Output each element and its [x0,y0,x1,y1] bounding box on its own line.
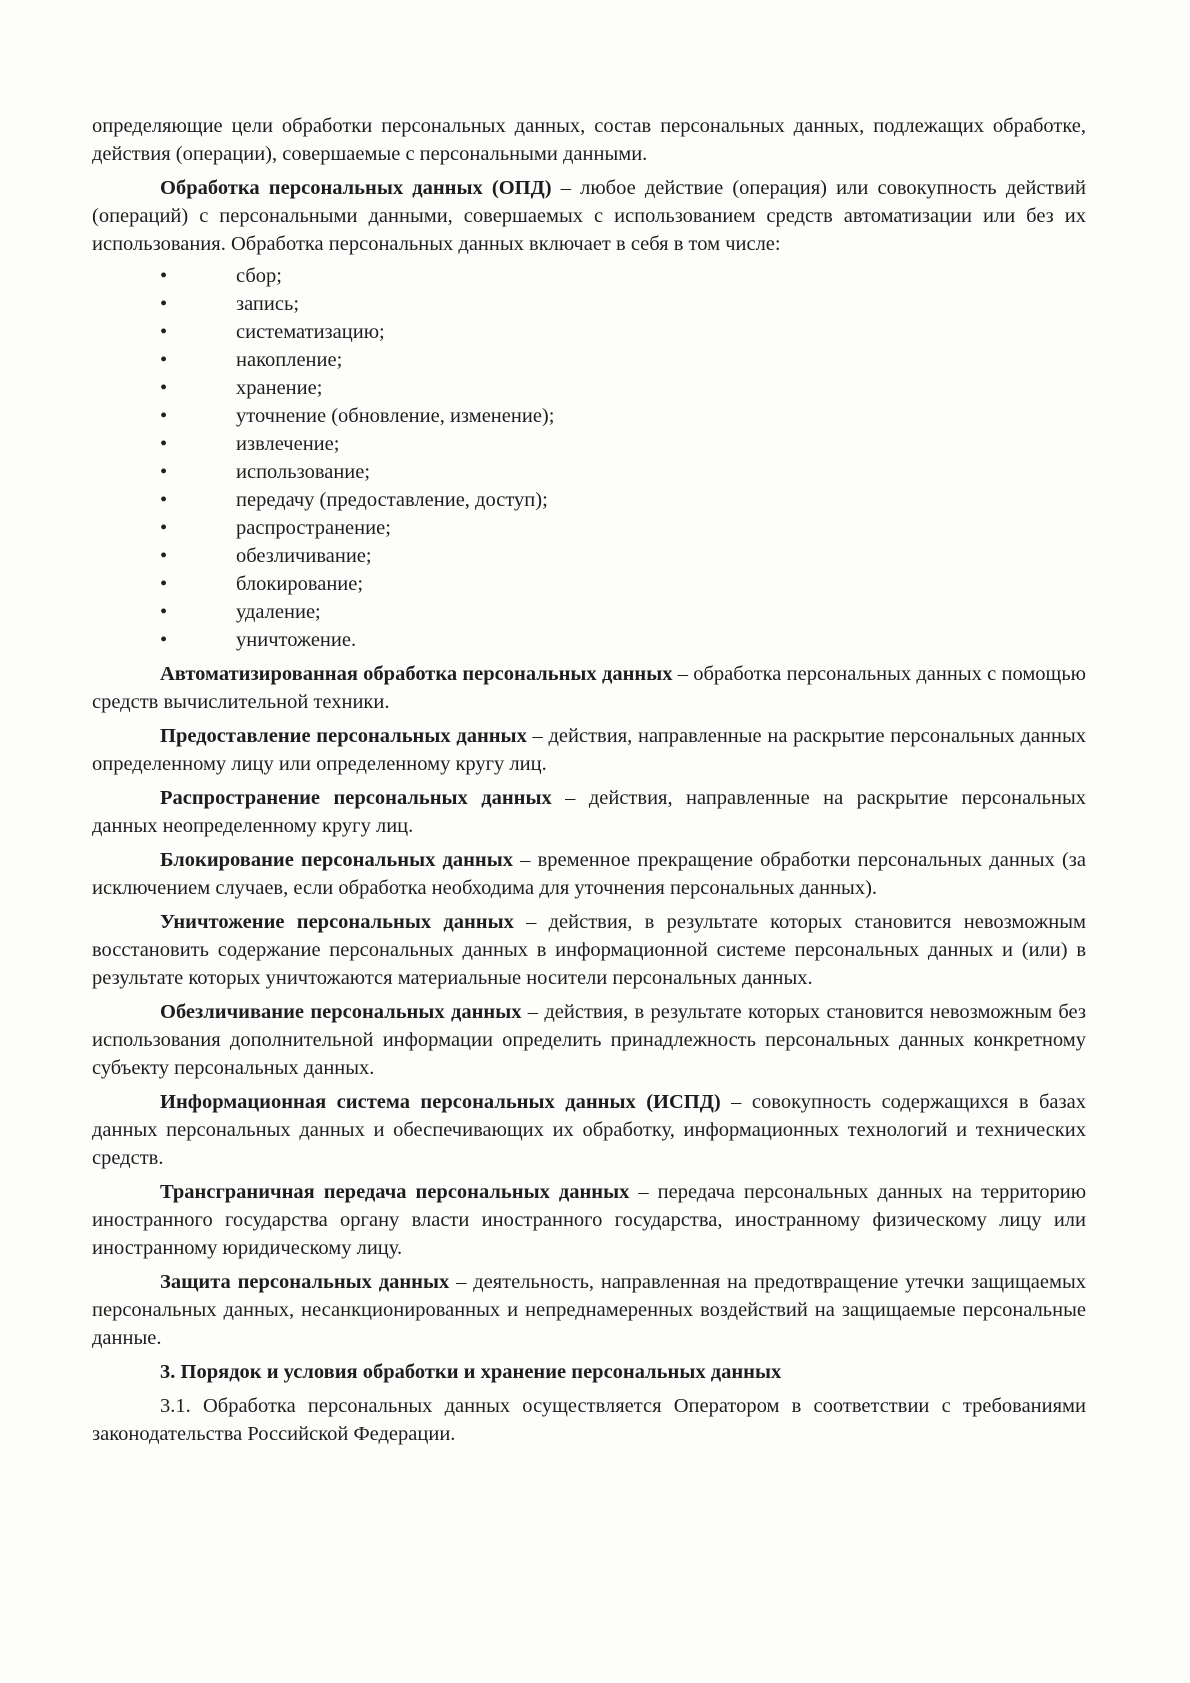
list-item-text: накопление; [236,349,343,371]
list-item-text: хранение; [236,377,323,399]
definition-text: – действия, направленные на раскрытие персональных данных неопределенному кругу лиц. [92,787,1086,837]
list-item-text: обезличивание; [236,545,372,567]
operations-list [92,262,1086,654]
list-item [92,570,1086,598]
bullet-icon: • [160,545,168,567]
definition-opd-text: – любое действие (операция) или совокупность действий (операций) с персональными данными, совершаемых с использованием средств автоматизации или без их использования. Обработка персональных данных включает в себя в том числе: [92,177,1086,255]
intro-paragraph: определяющие цели обработки персональных данных, состав персональных данных, подлежащих обработке, действия (операции), совершаемые с персональными данными. [92,115,1086,165]
clause-3-1: 3.1. Обработка персональных данных осуществляется Оператором в соответствии с требованиями законодательства Российской Федерации. [92,1395,1086,1445]
list-item-text: удаление; [236,601,321,623]
definition-data-protection [92,1268,1086,1352]
bullet-icon: • [160,573,168,595]
definition-term: Блокирование персональных данных [160,849,513,871]
bullet-icon: • [160,377,168,399]
term-opd: Обработка персональных данных (ОПД) [160,177,552,199]
definition-text: – деятельность, направленная на предотвращение утечки защищаемых персональных данных, несанкционированных и непреднамеренных воздействий на защищаемые персональные данные. [92,1271,1086,1349]
definition-text: – действия, в результате которых становится невозможным без использования дополнительной информации определить принадлежность персональных данных конкретному субъекту персональных данных. [92,1001,1086,1079]
definition-term: Предоставление персональных данных [160,725,527,747]
definition-term: Уничтожение персональных данных [160,911,514,933]
list-item [92,318,1086,346]
definition-depersonalization [92,998,1086,1082]
definition-distribution [92,784,1086,840]
list-item-text: распространение; [236,517,391,539]
definition-information-system [92,1088,1086,1172]
definition-term: Автоматизированная обработка персональных данных [160,663,673,685]
bullet-icon: • [160,321,168,343]
definition-provision [92,722,1086,778]
bullet-icon: • [160,349,168,371]
list-item-text: извлечение; [236,433,340,455]
definition-term: Информационная система персональных данных (ИСПД) [160,1091,721,1113]
section-3-heading: 3. Порядок и условия обработки и хранение персональных данных [160,1361,782,1383]
bullet-icon: • [160,433,168,455]
list-item [92,430,1086,458]
list-item [92,542,1086,570]
bullet-icon: • [160,517,168,539]
definition-blocking [92,846,1086,902]
list-item-text: уничтожение. [236,629,357,651]
list-item [92,402,1086,430]
definition-term: Защита персональных данных [160,1271,450,1293]
definition-term: Трансграничная передача персональных данных [160,1181,630,1203]
definition-text: – совокупность содержащихся в базах данных персональных данных и обеспечивающих их обработку, информационных технологий и технических средств. [92,1091,1086,1169]
list-item [92,626,1086,654]
list-item [92,346,1086,374]
bullet-icon: • [160,293,168,315]
list-item-text: использование; [236,461,371,483]
definition-text: – действия, в результате которых становится невозможным восстановить содержание персональных данных в информационной системе персональных данных и (или) в результате которых уничтожаются материальные носители персональных данных. [92,911,1087,989]
definition-cross-border-transfer [92,1178,1086,1262]
bullet-icon: • [160,629,168,651]
bullet-icon: • [160,489,168,511]
list-item-text: блокирование; [236,573,364,595]
list-item [92,598,1086,626]
definition-term: Обезличивание персональных данных [160,1001,522,1023]
bullet-icon: • [160,601,168,623]
bullet-icon: • [160,265,168,287]
list-item-text: уточнение (обновление, изменение); [236,405,555,427]
definition-text: – временное прекращение обработки персональных данных (за исключением случаев, если обработка необходима для уточнения персональных данных). [92,849,1086,899]
definition-text: – действия, направленные на раскрытие персональных данных определенному лицу или определенному кругу лиц. [92,725,1086,775]
bullet-icon: • [160,461,168,483]
list-item [92,262,1086,290]
bullet-icon: • [160,405,168,427]
list-item [92,290,1086,318]
list-item-text: запись; [236,293,300,315]
list-item [92,374,1086,402]
definition-automated-processing [92,660,1086,716]
definition-text: – обработка персональных данных с помощью средств вычислительной техники. [92,663,1086,713]
list-item-text: передачу (предоставление, доступ); [236,489,548,511]
list-item [92,514,1086,542]
definition-destruction [92,908,1086,992]
list-item-text: систематизацию; [236,321,385,343]
list-item [92,458,1086,486]
list-item-text: сбор; [236,265,282,287]
list-item [92,486,1086,514]
definition-term: Распространение персональных данных [160,787,552,809]
definition-text: – передача персональных данных на территорию иностранного государства органу власти иностранного государства, иностранному физическому лицу или иностранному юридическому лицу. [92,1181,1087,1259]
definition-opd [92,174,1086,258]
